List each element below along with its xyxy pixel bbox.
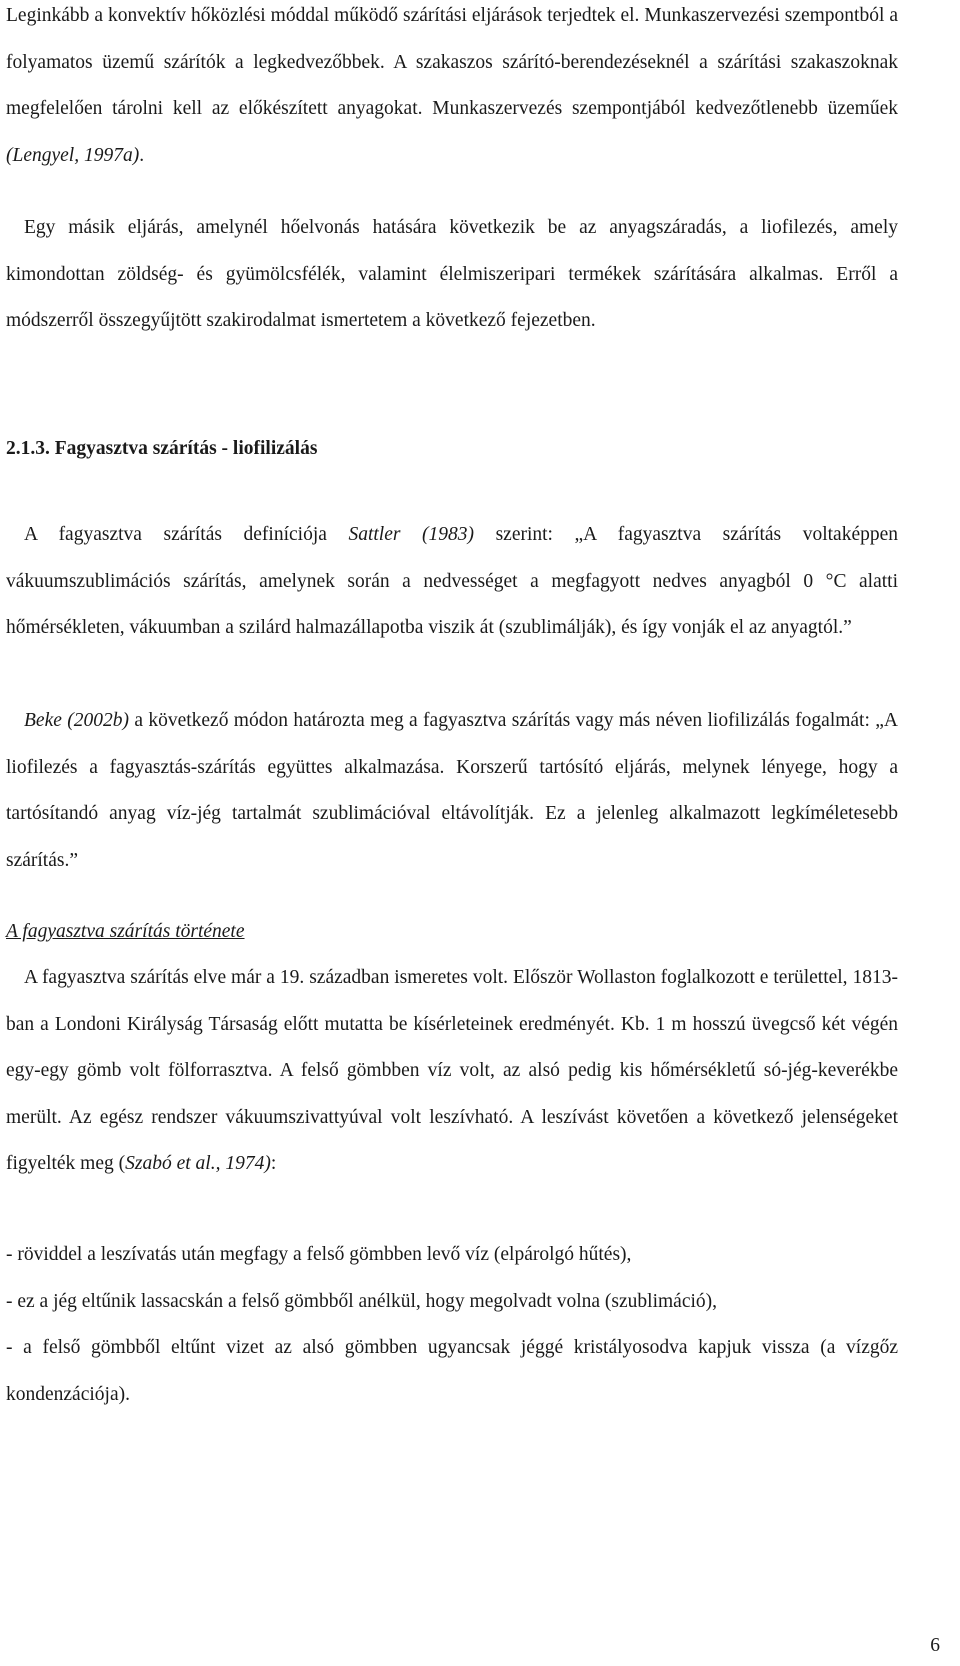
- paragraph-text: a következő módon határozta meg a fagyasztva szárítás vagy más néven liofilizálás fogalmát: „A liofilezés a fagyasztás-szárítás együttes alkalmazása. Korszerű tartósító eljárás, melynek lényege, hogy a tartósítandó anyag víz-jég tartalmát szublimációval eltávolítják. Ez a jelenleg alkalmazott legkíméletesebb szárítás.”: [6, 710, 898, 871]
- paragraph-convective-drying: [6, 0, 898, 179]
- citation: Beke (2002b): [24, 710, 129, 731]
- observation-list: [6, 1232, 898, 1418]
- paragraph-text: Egy másik eljárás, amelynél hőelvonás hatására következik be az anyagszáradás, a liofilezés, amely kimondottan zöldség- és gyümölcsfélék, valamint élelmiszeripari termékek szárítására alkalmas. Erről a módszerről összegyűjtött szakirodalmat ismertetem a következő fejezetben.: [6, 217, 898, 331]
- paragraph-history: [6, 955, 898, 1188]
- citation: Szabó et al., 1974): [125, 1153, 271, 1174]
- paragraph-beke-definition: [6, 698, 898, 884]
- page-number: 6: [930, 1635, 940, 1656]
- paragraph-text: szerint: „A fagyasztva szárítás voltaképpen vákuumszublimációs szárítás, amelynek során a nedvességet a megfagyott nedves anyagból 0 °C alatti hőmérsékleten, vákuumban a szilárd halmazállapotba viszik át (szublimálják), és így vonják el az anyagtól.”: [6, 524, 899, 638]
- citation: (Lengyel, 1997a): [6, 144, 140, 166]
- citation: Sattler (1983): [348, 524, 475, 545]
- subheading-history: A fagyasztva szárítás története: [6, 921, 245, 942]
- paragraph-lyophilization-intro: [6, 205, 898, 345]
- paragraph-sattler-definition: [6, 512, 898, 652]
- paragraph-text: A fagyasztva szárítás definíciója: [24, 524, 349, 545]
- list-item: - ez a jég eltűnik lassacskán a felső gömbből anélkül, hogy megolvadt volna (szublimáció),: [6, 1290, 718, 1312]
- paragraph-text: .: [139, 144, 145, 166]
- list-item: - a felső gömbből eltűnt vizet az alsó gömbben ugyancsak jéggé kristályosodva kapjuk vissza (a vízgőz kondenzációja).: [6, 1337, 898, 1405]
- paragraph-text: :: [270, 1153, 277, 1174]
- list-item: - röviddel a leszívatás után megfagy a felső gömbben levő víz (elpárolgó hűtés),: [6, 1244, 632, 1265]
- paragraph-text: Leginkább a konvektív hőközlési móddal működő szárítási eljárások terjedtek el. Munkaszervezési szempontból a folyamatos üzemű szárítók a legkedvezőbbek. A szakaszos szárító-berendezéseknél a szárítási szakaszoknak megfelelően tárolni kell az előkészített anyagokat. Munkaszervezés szempontjából kedvezőtlenebb üzeműek: [6, 5, 898, 119]
- section-heading: 2.1.3. Fagyasztva szárítás - liofilizálás: [6, 438, 318, 459]
- paragraph-text: A fagyasztva szárítás elve már a 19. században ismeretes volt. Először Wollaston foglalkozott e területtel, 1813-ban a Londoni Királyság Társaság előtt mutatta be kísérleteinek eredményét. Kb. 1 m hosszú üvegcső két végén egy-egy gömb volt fölforrasztva. A felső gömbben víz volt, az alsó pedig kis hőmérsékletű só-jég-keverékbe merült. Az egész rendszer vákuumszivattyúval volt leszívható. A leszívást követően a következő jelenségeket figyelték meg (: [6, 967, 898, 1174]
